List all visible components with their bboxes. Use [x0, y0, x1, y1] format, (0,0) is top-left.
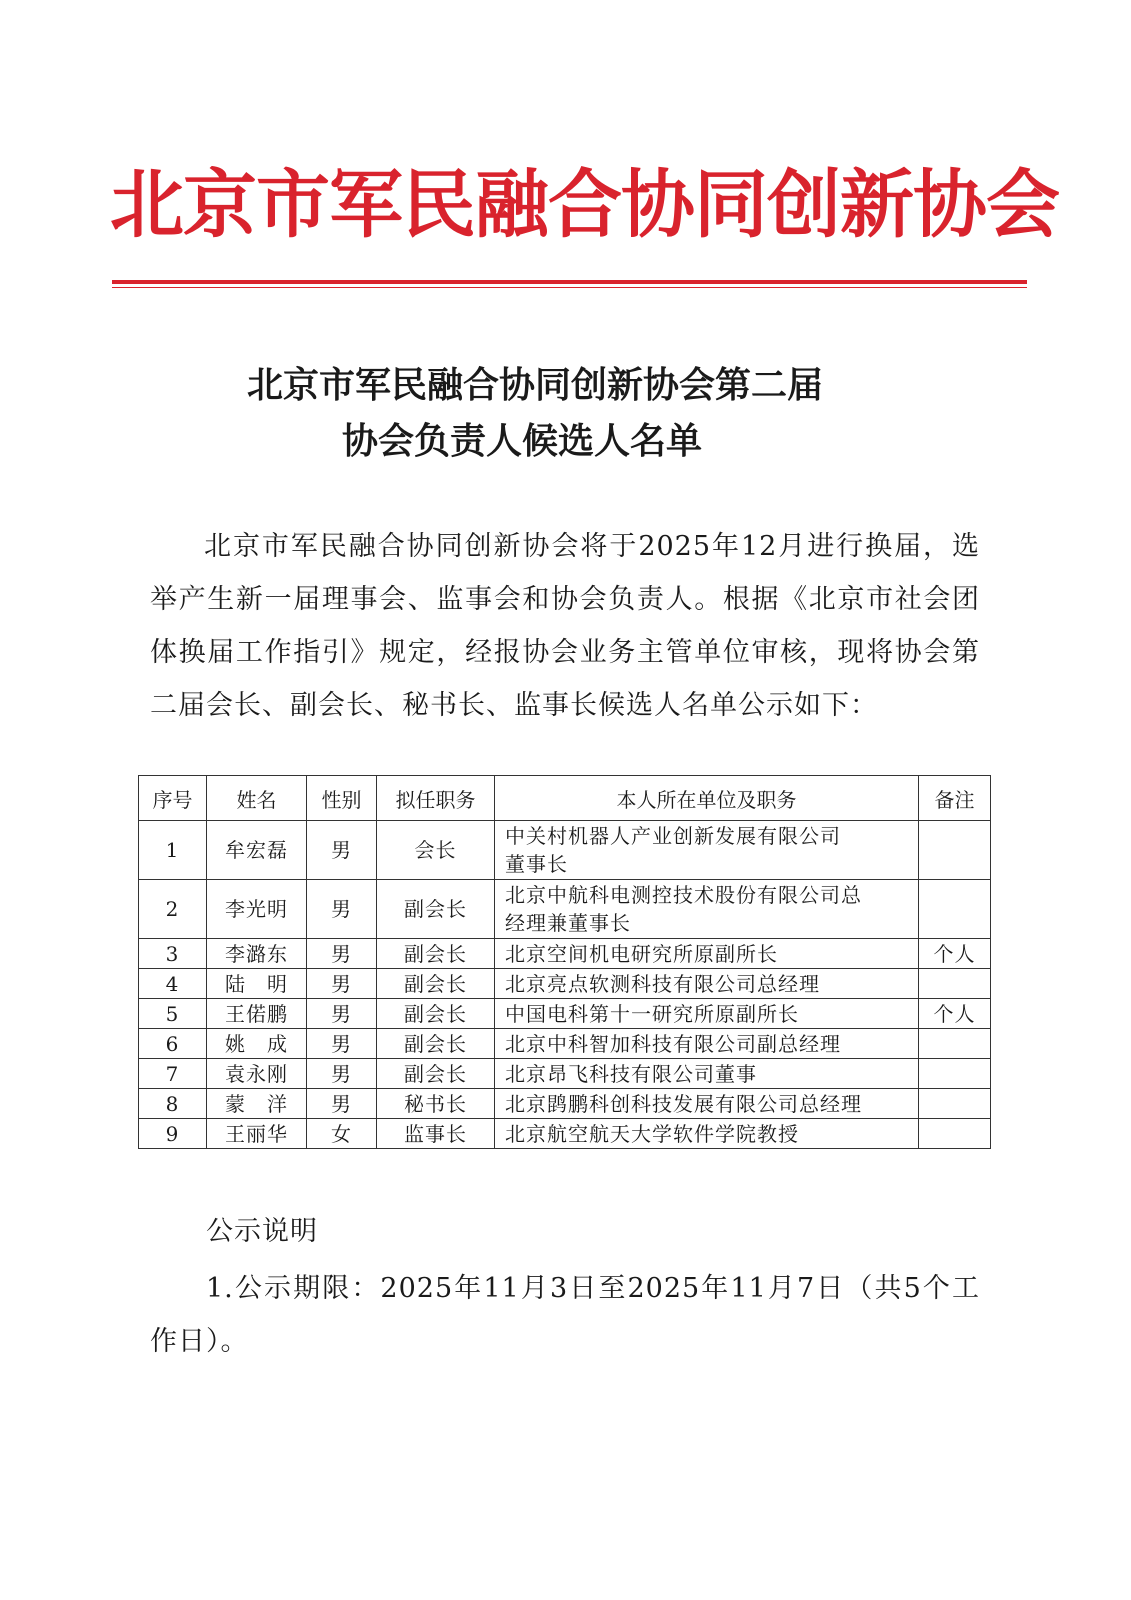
cell-note — [919, 1059, 991, 1089]
candidate-table — [138, 775, 991, 1149]
cell-note — [919, 1119, 991, 1149]
cell-no: 5 — [139, 999, 207, 1029]
cell-name: 姚 成 — [207, 1029, 307, 1059]
cell-role: 副会长 — [377, 1059, 495, 1089]
cell-role: 副会长 — [377, 939, 495, 969]
cell-no: 8 — [139, 1089, 207, 1119]
cell-gender: 男 — [307, 939, 377, 969]
header-name: 姓名 — [207, 776, 307, 821]
cell-gender: 女 — [307, 1119, 377, 1149]
cell-org-line1: 中关村机器人产业创新发展有限公司 — [505, 824, 841, 848]
cell-note — [919, 1029, 991, 1059]
cell-name: 陆 明 — [207, 969, 307, 999]
cell-no: 2 — [139, 880, 207, 939]
cell-gender: 男 — [307, 1089, 377, 1119]
cell-role: 副会长 — [377, 969, 495, 999]
cell-note — [919, 880, 991, 939]
cell-role: 监事长 — [377, 1119, 495, 1149]
cell-note: 个人 — [919, 999, 991, 1029]
cell-org: 北京昂飞科技有限公司董事 — [495, 1059, 919, 1089]
cell-gender: 男 — [307, 821, 377, 880]
letterhead-rule-thick — [112, 280, 1027, 284]
cell-org: 北京中科智加科技有限公司副总经理 — [495, 1029, 919, 1059]
cell-name: 李潞东 — [207, 939, 307, 969]
cell-name: 李光明 — [207, 880, 307, 939]
table-row — [139, 1089, 991, 1119]
cell-org: 北京航空航天大学软件学院教授 — [495, 1119, 919, 1149]
cell-role: 会长 — [377, 821, 495, 880]
table-row — [139, 880, 991, 939]
cell-gender: 男 — [307, 1029, 377, 1059]
cell-org-line2: 董事长 — [505, 852, 568, 876]
cell-no: 1 — [139, 821, 207, 880]
table-row — [139, 1119, 991, 1149]
cell-org: 北京亮点软测科技有限公司总经理 — [495, 969, 919, 999]
header-role: 拟任职务 — [377, 776, 495, 821]
cell-no: 4 — [139, 969, 207, 999]
cell-role: 秘书长 — [377, 1089, 495, 1119]
cell-org: 北京空间机电研究所原副所长 — [495, 939, 919, 969]
cell-note — [919, 969, 991, 999]
document-title-line1: 北京市军民融合协同创新协会第二届 — [246, 364, 823, 406]
cell-gender: 男 — [307, 1059, 377, 1089]
table-row — [139, 999, 991, 1029]
cell-org: 中国电科第十一研究所原副所长 — [495, 999, 919, 1029]
letterhead-rule-thin — [112, 287, 1027, 288]
table-row — [139, 939, 991, 969]
cell-org-line1: 北京中航科电测控技术股份有限公司总 — [505, 883, 862, 907]
header-gender: 性别 — [307, 776, 377, 821]
cell-role: 副会长 — [377, 880, 495, 939]
letterhead-org-name: 北京市军民融合协同创新协会 — [110, 162, 1059, 248]
cell-no: 6 — [139, 1029, 207, 1059]
cell-gender: 男 — [307, 969, 377, 999]
cell-role: 副会长 — [377, 999, 495, 1029]
table-row — [139, 1059, 991, 1089]
cell-name: 王偌鹏 — [207, 999, 307, 1029]
cell-gender: 男 — [307, 880, 377, 939]
cell-role: 副会长 — [377, 1029, 495, 1059]
document-title-line2: 协会负责人候选人名单 — [341, 420, 702, 462]
cell-no: 9 — [139, 1119, 207, 1149]
cell-note — [919, 1089, 991, 1119]
cell-name: 牟宏磊 — [207, 821, 307, 880]
cell-name: 袁永刚 — [207, 1059, 307, 1089]
header-no: 序号 — [139, 776, 207, 821]
intro-paragraph: 北京市军民融合协同创新协会将于2025年12月进行换届，选举产生新一届理事会、监事会和协会负责人。根据《北京市社会团体换届工作指引》规定，经报协会业务主管单位审核，现将协会第二届会长、副会长、秘书长、监事长候选人名单公示如下： — [150, 531, 980, 721]
notice-heading: 公示说明 — [206, 1216, 318, 1247]
cell-name: 王丽华 — [207, 1119, 307, 1149]
table-row — [139, 821, 991, 880]
table-row — [139, 1029, 991, 1059]
notice-item-1: 1.公示期限：2025年11月3日至2025年11月7日（共5个工作日）。 — [150, 1273, 980, 1357]
cell-gender: 男 — [307, 999, 377, 1029]
cell-no: 3 — [139, 939, 207, 969]
table-row — [139, 969, 991, 999]
cell-org: 北京鹍鹏科创科技发展有限公司总经理 — [495, 1089, 919, 1119]
table-header-row — [139, 776, 991, 821]
cell-org-line2: 经理兼董事长 — [505, 911, 631, 935]
cell-note — [919, 821, 991, 880]
header-note: 备注 — [919, 776, 991, 821]
cell-name: 蒙 洋 — [207, 1089, 307, 1119]
header-org: 本人所在单位及职务 — [495, 776, 919, 821]
cell-org — [495, 880, 919, 939]
cell-no: 7 — [139, 1059, 207, 1089]
cell-org — [495, 821, 919, 880]
cell-note: 个人 — [919, 939, 991, 969]
